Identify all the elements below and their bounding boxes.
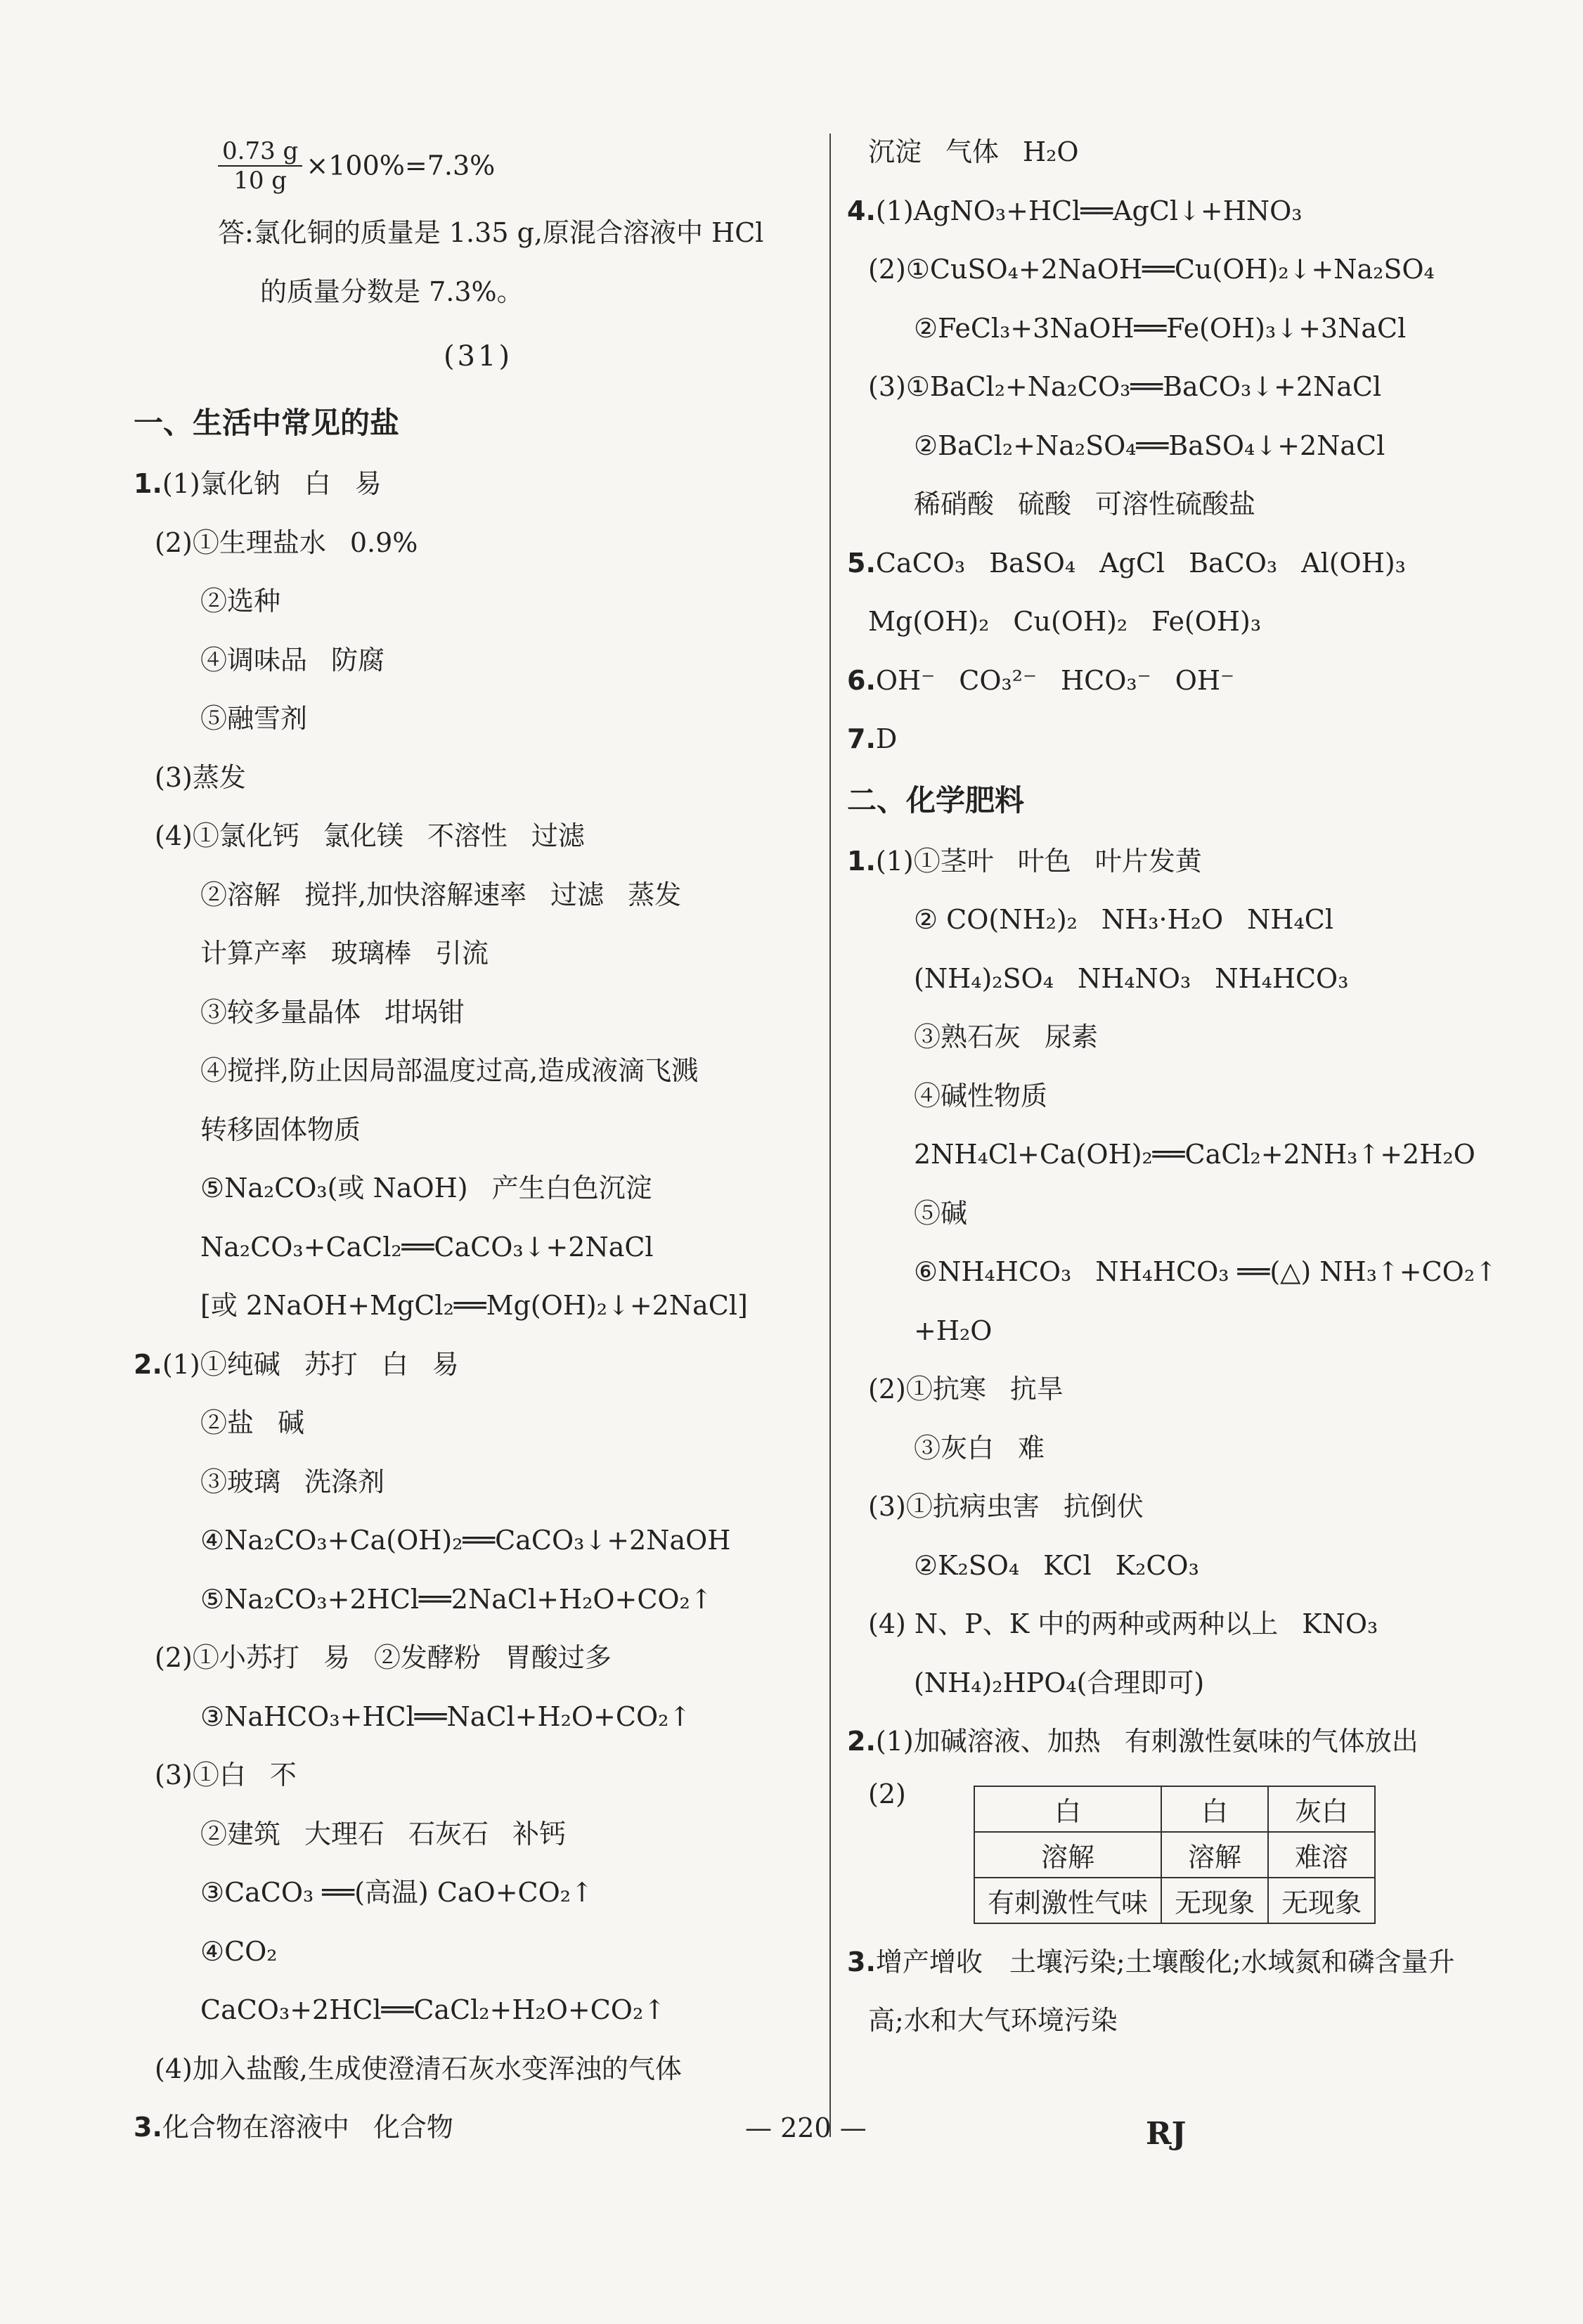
answer-line: [847, 475, 1522, 534]
answer-segment: (2)①CuSO₄+2NaOH══Cu(OH)₂↓+Na₂SO₄: [868, 254, 1435, 285]
answer-segment: (3)①抗病虫害: [868, 1491, 1040, 1522]
answer-segment: (4) N、P、K 中的两种或两种以上: [868, 1608, 1279, 1639]
answer-line: [134, 1042, 822, 1101]
table-cell: 溶解: [974, 1832, 1161, 1878]
answer-segment: ②FeCl₃+3NaOH══Fe(OH)₃↓+3NaCl: [914, 312, 1407, 344]
answer-line: [134, 1746, 822, 1805]
answer-line: [847, 417, 1522, 476]
q3-line-1: [847, 1933, 1522, 1992]
answer-segment: 不: [269, 1760, 297, 1790]
answer-segment: Mg(OH)₂: [868, 606, 990, 637]
answer-segment: (1)①纯碱: [162, 1348, 280, 1380]
fraction-formula: [134, 127, 822, 204]
answer-line: [847, 1654, 1522, 1713]
table-row: [974, 1832, 1375, 1878]
answer-segment: Cu(OH)₂: [1013, 606, 1128, 637]
answer-segment: 大理石: [304, 1818, 385, 1849]
answer-segment: ②选种: [200, 586, 281, 616]
answer-segment: OH⁻: [1175, 664, 1235, 696]
answer-segment: 可溶性硫酸盐: [1095, 489, 1256, 519]
answer-segment: 化合物在溶液中: [162, 2112, 349, 2143]
answer-segment: 0.9%: [349, 527, 418, 558]
answer-segment: (1)①茎叶: [875, 845, 994, 877]
answer-segment: (1)AgNO₃+HCl══AgCl↓+HNO₃: [875, 195, 1303, 226]
answer-segment: 碱: [278, 1407, 305, 1438]
answer-segment: 易: [354, 468, 382, 499]
question-number: 1.: [847, 845, 876, 877]
answer-line: [847, 1712, 1522, 1771]
answer-line: [134, 1453, 822, 1512]
table-cell: 白: [974, 1786, 1161, 1832]
answer-line: [134, 1511, 822, 1570]
answer-line: [134, 690, 822, 749]
answer-segment: CaCO₃: [875, 547, 966, 579]
answer-line: [134, 1277, 822, 1336]
answer-line: [134, 1394, 822, 1453]
answer-segment: ③CaCO₃ ══(高温) CaO+CO₂↑: [200, 1877, 593, 1908]
answer-segment: ④碱性物质: [914, 1080, 1048, 1111]
answer-segment: 抗旱: [1009, 1374, 1064, 1405]
answer-line: [134, 1218, 822, 1277]
answer-segment: ②K₂SO₄: [914, 1549, 1020, 1581]
right-answer-lines-a: [847, 123, 1522, 769]
answer-line: [134, 807, 822, 866]
answer-line: [847, 652, 1522, 711]
answer-segment: 叶片发黄: [1094, 845, 1202, 877]
answer-segment: (2)①抗寒: [868, 1374, 986, 1405]
answer-segment: 引流: [435, 938, 489, 969]
answer-segment: Na₂CO₃+CaCl₂══CaCO₃↓+2NaCl: [200, 1231, 654, 1263]
answer-line: [847, 891, 1522, 950]
answer-segment: 不溶性: [427, 820, 508, 851]
answer-segment: ②BaCl₂+Na₂SO₄══BaSO₄↓+2NaCl: [914, 430, 1385, 461]
answer-segment: H₂O: [1023, 136, 1079, 167]
question-number: 4.: [847, 195, 876, 226]
answer-segment: 抗倒伏: [1063, 1491, 1144, 1522]
answer-line: [847, 1537, 1522, 1596]
table-row: [974, 1786, 1375, 1832]
table-cell: 无现象: [1268, 1878, 1375, 1923]
answer-segment: 胃酸过多: [504, 1642, 612, 1673]
answer-line: [134, 514, 822, 573]
answer-segment: AgCl: [1099, 547, 1165, 579]
fraction-tail: ×100%=7.3%: [306, 150, 496, 181]
answer-segment: 气体: [945, 136, 1000, 167]
answer-segment: 计算产率: [200, 938, 308, 969]
answer-line: [847, 1184, 1522, 1244]
answer-segment: CaCO₃+2HCl══CaCl₂+H₂O+CO₂↑: [200, 1994, 666, 2025]
answer-segment: 白: [381, 1348, 408, 1380]
answer-line: [847, 1067, 1522, 1126]
answer-segment: 过滤: [550, 879, 605, 910]
answer-segment: ⑥NH₄HCO₃: [914, 1256, 1072, 1287]
answer-segment: 难: [1018, 1432, 1045, 1464]
answer-line: [847, 832, 1522, 891]
answer-segment: 2NH₄Cl+Ca(OH)₂══CaCl₂+2NH₃↑+2H₂O: [914, 1139, 1475, 1170]
answer-line: [847, 1243, 1522, 1302]
answer-line: [134, 1864, 822, 1923]
answer-line: [134, 924, 822, 983]
answer-segment: 产生白色沉淀: [491, 1173, 652, 1203]
answer-segment: CO₃²⁻: [959, 664, 1038, 696]
answer-segment: 沉淀: [868, 136, 922, 167]
answer-line-2: 的质量分数是 7.3%。: [260, 276, 524, 307]
answer-line: [847, 299, 1522, 359]
table-row: [974, 1878, 1375, 1923]
answer-segment: 易: [323, 1642, 350, 1673]
answer-line: [847, 1595, 1522, 1654]
answer-table: [974, 1786, 1376, 1924]
column-divider: [829, 134, 831, 2137]
answer-segment: [或 2NaOH+MgCl₂══Mg(OH)₂↓+2NaCl]: [200, 1290, 748, 1321]
answer-segment: 白: [304, 468, 331, 499]
answer-line: [134, 2040, 822, 2099]
answer-segment: 苏打: [304, 1348, 358, 1380]
answer-segment: ③玻璃: [200, 1466, 281, 1497]
answer-segment: ②盐: [200, 1407, 254, 1438]
answer-segment: Al(OH)₃: [1301, 547, 1406, 579]
answer-line: [847, 1419, 1522, 1478]
answer-line: [134, 1923, 822, 1982]
answer-segment: OH⁻: [875, 664, 936, 696]
answer-segment: 硫酸: [1018, 489, 1072, 519]
answer-segment: ⑤碱: [914, 1197, 968, 1229]
answer-segment: ④搅拌,防止因局部温度过高,造成液滴飞溅: [200, 1055, 699, 1086]
answer-line: [847, 1125, 1522, 1184]
answer-segment: NH₄HCO₃: [1215, 962, 1349, 994]
answer-segment: 化合物: [373, 2112, 453, 2143]
table-cell: 溶解: [1161, 1832, 1268, 1878]
answer-segment: ⑤Na₂CO₃(或 NaOH): [200, 1173, 468, 1203]
q3-line-2: 高;水和大气环境污染: [868, 2005, 1118, 2036]
answer-table-row: [847, 1771, 1522, 1933]
answer-line: [847, 1478, 1522, 1537]
answer-segment: ③NaHCO₃+HCl══NaCl+H₂O+CO₂↑: [200, 1700, 692, 1732]
answer-segment: K₂CO₃: [1115, 1549, 1199, 1581]
answer-line: [134, 455, 822, 514]
answer-line: [847, 240, 1522, 299]
answer-line: [134, 983, 822, 1042]
unit-title: (31): [443, 340, 513, 373]
answer-segment: (1)氯化钠: [162, 468, 280, 499]
answer-line-1: 答:氯化铜的质量是 1.35 g,原混合溶液中 HCl: [218, 217, 764, 248]
answer-segment: (4)加入盐酸,生成使澄清石灰水变浑浊的气体: [155, 2053, 682, 2084]
fraction: [218, 137, 302, 195]
answer-line: [847, 182, 1522, 241]
answer-segment: ③熟石灰: [914, 1021, 1021, 1052]
answer-segment: 坩埚钳: [385, 996, 465, 1028]
answer-line: [134, 572, 822, 631]
answer-line: [847, 1360, 1522, 1419]
table-cell: 白: [1161, 1786, 1268, 1832]
answer-line: [847, 1008, 1522, 1067]
question-number: 6.: [847, 664, 876, 696]
answer-segment: ⑤Na₂CO₃+2HCl══2NaCl+H₂O+CO₂↑: [200, 1583, 713, 1615]
table-cell: 难溶: [1268, 1832, 1375, 1878]
answer-segment: 过滤: [531, 820, 585, 851]
answer-segment: NH₃·H₂O: [1101, 904, 1224, 935]
answer-segment: ② CO(NH₂)₂: [914, 904, 1078, 935]
answer-segment: 氯化镁: [323, 820, 403, 851]
question-number: 7.: [847, 723, 876, 754]
answer-line: [847, 123, 1522, 182]
answer-line: [847, 950, 1522, 1009]
answer-segment: 洗涤剂: [304, 1466, 385, 1497]
left-column: [134, 127, 822, 2157]
answer-segment: (1)加碱溶液、加热: [875, 1726, 1101, 1757]
answer-line: [847, 358, 1522, 417]
fraction-numerator: 0.73 g: [218, 137, 302, 167]
table-label: (2): [868, 1778, 906, 1809]
answer-segment: BaCO₃: [1189, 547, 1278, 579]
answer-segment: 有刺激性氨味的气体放出: [1124, 1726, 1419, 1757]
answer-segment: ③灰白: [914, 1432, 995, 1464]
answer-line: [847, 593, 1522, 652]
answer-segment: 补钙: [512, 1818, 567, 1849]
answer-segment: NH₄Cl: [1247, 904, 1333, 935]
answer-segment: (3)①白: [155, 1760, 246, 1790]
page-number: — 220 —: [745, 2112, 867, 2143]
answer-segment: HCO₃⁻: [1061, 664, 1151, 696]
answer-segment: 叶色: [1017, 845, 1071, 877]
answer-segment: 尿素: [1045, 1021, 1099, 1052]
answer-segment: ④调味品: [200, 644, 308, 676]
answer-line: [134, 631, 822, 690]
answer-segment: 稀硝酸: [914, 489, 995, 519]
answer-segment: ④Na₂CO₃+Ca(OH)₂══CaCO₃↓+2NaOH: [200, 1525, 731, 1556]
answer-segment: NH₄HCO₃ ══(△) NH₃↑+CO₂↑: [1095, 1256, 1497, 1287]
section-heading-salts: 一、生活中常见的盐: [134, 406, 400, 440]
answer-segment: ⑤融雪剂: [200, 703, 308, 734]
answer-segment: 转移固体物质: [200, 1113, 361, 1145]
table-cell: 灰白: [1268, 1786, 1375, 1832]
answer-line: [134, 749, 822, 808]
q3-number: 3.: [847, 1946, 876, 1977]
answer-segment: ④CO₂: [200, 1935, 278, 1967]
fraction-denominator: 10 g: [233, 166, 287, 195]
answer-line: [134, 1629, 822, 1688]
answer-segment: D: [875, 723, 898, 754]
answer-line: [847, 534, 1522, 593]
answer-segment: KCl: [1043, 1549, 1092, 1581]
answer-segment: 蒸发: [628, 879, 682, 910]
table-cell: 有刺激性气味: [974, 1878, 1161, 1923]
answer-segment: (NH₄)₂SO₄: [914, 962, 1054, 994]
answer-segment: ②建筑: [200, 1818, 281, 1849]
answer-segment: NH₄NO₃: [1077, 962, 1191, 994]
answer-line: [134, 1570, 822, 1629]
answer-line: [134, 1688, 822, 1747]
answer-segment: (3)蒸发: [155, 761, 246, 793]
answer-segment: (NH₄)₂HPO₄(合理即可): [914, 1667, 1205, 1698]
answer-segment: 易: [432, 1348, 459, 1380]
answer-segment: ②溶解: [200, 879, 281, 910]
left-answer-lines: [134, 455, 822, 2157]
answer-line: [847, 1302, 1522, 1361]
answer-segment: ②发酵粉: [373, 1642, 481, 1673]
question-number: 2.: [847, 1726, 876, 1757]
answer-line: [134, 1336, 822, 1395]
answer-segment: 石灰石: [408, 1818, 489, 1849]
question-number: 1.: [134, 468, 162, 499]
answer-segment: (3)①BaCl₂+Na₂CO₃══BaCO₃↓+2NaCl: [868, 371, 1382, 402]
answer-segment: 玻璃棒: [331, 938, 412, 969]
right-column: [847, 123, 1522, 2051]
answer-segment: (2)①生理盐水: [155, 527, 326, 558]
answer-line: [134, 2098, 822, 2157]
answer-line: [134, 866, 822, 925]
answer-line: [134, 1981, 822, 2040]
answer-line: [134, 1805, 822, 1864]
answer-line: [847, 710, 1522, 769]
q3-text-1: 增产增收 土壤污染;土壤酸化;水域氮和磷含量升: [875, 1946, 1455, 1977]
answer-segment: Fe(OH)₃: [1151, 606, 1262, 637]
answer-segment: (2)①小苏打: [155, 1642, 299, 1673]
answer-segment: ③较多量晶体: [200, 996, 361, 1028]
question-number: 3.: [134, 2112, 162, 2143]
section-heading-fertilizers: 二、化学肥料: [847, 782, 1025, 818]
table-cell: 无现象: [1161, 1878, 1268, 1923]
answer-segment: 防腐: [331, 644, 385, 676]
answer-line: [134, 1159, 822, 1218]
question-number: 5.: [847, 547, 876, 579]
answer-segment: KNO₃: [1302, 1608, 1378, 1639]
answer-segment: (4)①氯化钙: [155, 820, 299, 851]
question-number: 2.: [134, 1348, 162, 1380]
answer-segment: 搅拌,加快溶解速率: [304, 879, 527, 910]
answer-segment: +H₂O: [914, 1315, 993, 1346]
edition-mark: RJ: [1146, 2116, 1187, 2152]
answer-line: [134, 1101, 822, 1160]
right-answer-lines-b: [847, 832, 1522, 1771]
answer-segment: BaSO₄: [989, 547, 1076, 579]
